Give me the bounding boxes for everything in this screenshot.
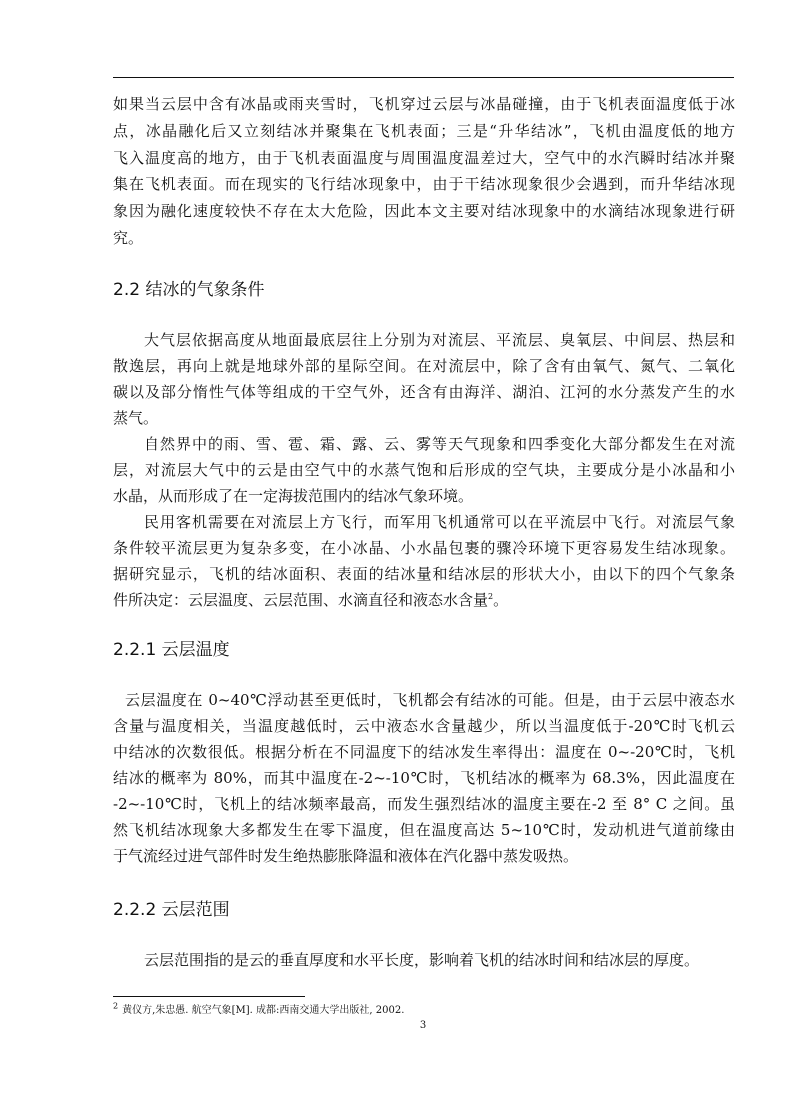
text-line: 究。 [113, 228, 144, 247]
text-line: 于气流经过进气部件时发生绝热膨胀降温和液体在汽化器中蒸发吸热。 [113, 847, 579, 865]
section-heading: 2.2.1 云层温度 [113, 640, 230, 660]
paragraph [113, 431, 735, 509]
text-line: 自然界中的雨、雪、雹、霜、露、云、雾等天气现象和四季变化大部分都发生在对流 [144, 435, 735, 453]
text-line: 点，冰晶融化后又立刻结冰并聚集在飞机表面；三是“升华结冰”，飞机由温度低的地方 [113, 121, 735, 140]
text-line: 散逸层，再向上就是地球外部的星际空间。在对流层中，除了含有由氧气、氮气、二氧化 [113, 357, 735, 375]
text-line [113, 587, 735, 613]
text-line: 飞入温度高的地方，由于飞机表面温度与周围温度温差过大，空气中的水汽瞬时结冰并聚 [113, 148, 735, 167]
text-line: 然飞机结冰现象大多都发生在零下温度，但在温度高达 5~10℃时，发动机进气道前缘由 [113, 821, 735, 839]
text-line: 条件较平流层更为复杂多变，在小冰晶、小水晶包裹的骤冷环境下更容易发生结冰现象。 [113, 539, 735, 557]
text-line: 层，对流层大气中的云是由空气中的水蒸气饱和后形成的空气块，主要成分是小冰晶和小 [113, 461, 735, 479]
text-line: -2~-10℃时，飞机上的结冰频率最高，而发生强烈结冰的温度主要在-2 至 8° C 之间。虽 [113, 795, 735, 813]
text-segment: 。 [493, 591, 509, 609]
section-heading: 2.2.2 云层范围 [113, 900, 230, 920]
paragraph [113, 327, 735, 431]
section-body [113, 687, 735, 869]
text-line: 结冰的概率为 80%，而其中温度在-2~-10℃时，飞机结冰的概率为 68.3%，因此温度在 [113, 769, 735, 787]
text-line: 碳以及部分惰性气体等组成的干空气外，还含有由海洋、湖泊、江河的水分蒸发产生的水 [113, 383, 735, 401]
text-line: 如果当云层中含有冰晶或雨夹雪时，飞机穿过云层与冰晶碰撞，由于飞机表面温度低于冰 [113, 95, 735, 113]
text-line: 民用客机需要在对流层上方飞行，而军用飞机通常可以在平流层中飞行。对流层气象 [144, 513, 735, 531]
section-body [113, 327, 735, 613]
section-body [113, 947, 735, 973]
text-line: 蒸气。 [113, 409, 159, 427]
text-line: 大气层依据高度从地面最底层往上分别为对流层、平流层、臭氧层、中间层、热层和 [144, 331, 735, 349]
text-line: 云层温度在 0~40℃浮动甚至更低时，飞机都会有结冰的可能。但是，由于云层中液态水 [125, 691, 735, 709]
page-number: 3 [419, 1020, 427, 1031]
text-line: 中结冰的次数很低。根据分析在不同温度下的结冰发生率得出：温度在 0~-20℃时，飞机 [113, 743, 735, 761]
paragraph [113, 687, 735, 869]
text-line: 象因为融化速度较快不存在太大危险，因此本文主要对结冰现象中的水滴结冰现象进行研 [113, 202, 735, 221]
text-line: 水晶，从而形成了在一定海拔范围内的结冰气象环境。 [113, 487, 474, 505]
paragraph [113, 509, 735, 613]
text-line: 集在飞机表面。而在现实的飞行结冰现象中，由于干结冰现象很少会遇到，而升华结冰现 [113, 175, 735, 194]
paragraph [113, 91, 735, 252]
footnote-reference: 2 [488, 592, 494, 601]
header-rule [113, 77, 734, 78]
section-heading: 2.2 结冰的气象条件 [113, 280, 265, 300]
text-line: 含量与温度相关，当温度越低时，云中液态水含量越少，所以当温度低于-20℃时飞机云 [113, 717, 735, 735]
text-line: 据研究显示，飞机的结冰面积、表面的结冰量和结冰层的形状大小，由以下的四个气象条 [113, 565, 735, 583]
footnote-rule [113, 996, 305, 997]
footnote [113, 1001, 405, 1018]
text-line: 云层范围指的是云的垂直厚度和水平长度，影响着飞机的结冰时间和结冰层的厚度。 [144, 951, 700, 969]
footnote-text: 黄仪方,朱忠愚. 航空气象[M]. 成都:西南交通大学出版社, 2002. [122, 1005, 405, 1016]
text-segment: 件所决定：云层温度、云层范围、水滴直径和液态水含量 [113, 591, 489, 609]
paragraph [113, 947, 735, 973]
footnote-mark: 2 [113, 1001, 119, 1011]
